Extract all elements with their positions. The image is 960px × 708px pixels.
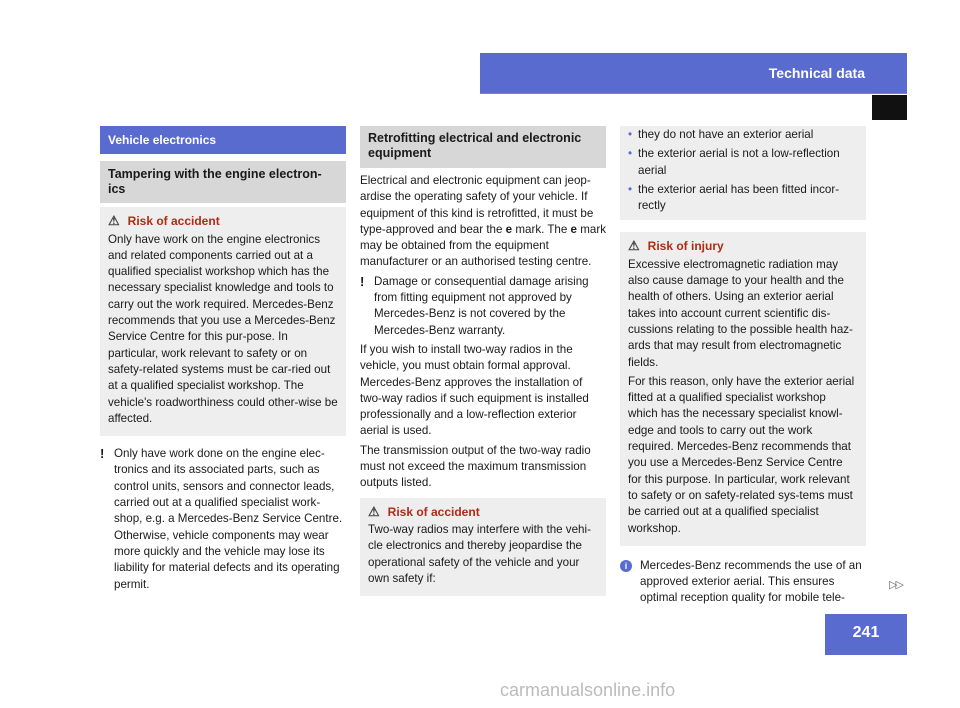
warning-heading xyxy=(628,238,858,254)
subheading: Retrofitting electrical and electronic equipment xyxy=(360,126,606,168)
warning-triangle-icon: ⚠ xyxy=(628,238,640,254)
info-text: Mercedes-Benz recommends the use of an approved exterior aerial. This ensures optimal reception quality for mobile tele- xyxy=(640,558,862,605)
watermark: carmanualsonline.info xyxy=(500,680,676,700)
warning-triangle-icon: ⚠ xyxy=(368,503,380,519)
bullet-icon: • xyxy=(628,128,633,141)
page-number: 241 xyxy=(852,624,880,641)
bullet-icon: • xyxy=(628,147,633,161)
warning-text: For this reason, only have the exterior aerial fitted at a qualified specialist workshop which has the necessary specialist knowl-edge and tools to carry out the work required. Mercedes-Benz recommends that you use a Mercedes-Benz Service Centre for this purpose. In particular, work relevant to safety or on safety-related sys-tems must be carried out at a qualified specialist workshop. xyxy=(628,374,855,535)
list-item: • they do not have an exterior aerial xyxy=(628,127,858,143)
warning-title: Risk of injury xyxy=(647,239,724,254)
bullet-list-box xyxy=(620,126,866,220)
note xyxy=(100,446,346,593)
warning-title: Risk of accident xyxy=(387,504,480,519)
paragraph: If you wish to install two-way radios in the vehicle, you must obtain formal approval. Mercedes-Benz approves the installation of two-way radios if such equipment is installed professionally and a low-reflection exterior aerial is used. xyxy=(360,342,589,438)
column-2 xyxy=(360,126,606,596)
paragraph: Electrical and electronic equipment can jeop-ardise the operating safety of your vehicle. If equipment of this kind is retrofitted, it must be type-approved and bear the e mark. The e mark may be obtained from the equipment manufacturer or an authorised testing centre. xyxy=(360,174,606,269)
note xyxy=(360,274,606,339)
list-item: • the exterior aerial is not a low-reflection aerial xyxy=(628,146,858,179)
paragraph: The transmission output of the two-way radio must not exceed the maximum transmission outputs listed. xyxy=(360,443,591,490)
info-note xyxy=(620,558,866,607)
warning-heading xyxy=(108,213,338,229)
page-number-box xyxy=(825,614,907,655)
warning-heading xyxy=(368,504,598,520)
chapter-tab xyxy=(480,53,907,93)
chapter-tab-label: Technical data xyxy=(768,65,865,81)
column-3 xyxy=(620,126,866,607)
warning-text: Two-way radios may interfere with the vehi-cle electronics and thereby jeopardise the operational safety of the vehicle and your own safety if: xyxy=(368,522,591,585)
continue-arrow-icon: ▷▷ xyxy=(889,579,902,591)
section-marker xyxy=(872,95,907,120)
exclamation-icon: ! xyxy=(360,273,365,289)
section-bar: Vehicle electronics xyxy=(100,126,346,154)
warning-triangle-icon: ⚠ xyxy=(108,213,120,229)
warning-box xyxy=(620,232,866,545)
bullet-icon: • xyxy=(628,182,633,196)
exclamation-icon: ! xyxy=(100,446,105,462)
column-1 xyxy=(100,126,346,593)
section-header xyxy=(480,94,907,120)
warning-text: Only have work on the engine electronics and related components carried out at a qualified specialist workshop which has the necessary specialist knowledge and tools to carry out the work required. Mercedes-Benz recommends that you use a Mercedes-Benz Service Centre for this pur-pose. In particular, work relevant to safety or on safety-related systems must be car-ried out at a qualified specialist workshop. The vehicle's roadworthiness could other-wise be affected. xyxy=(108,232,338,425)
note-text: Damage or consequential damage arising from fitting equipment not approved by Mercedes-Benz is not covered by the Mercedes-Benz warranty. xyxy=(374,274,589,337)
warning-box xyxy=(100,207,346,436)
warning-box xyxy=(360,498,606,596)
warning-text: Excessive electromagnetic radiation may also cause damage to your health and the health of others. Using an exterior aerial takes into account current scientific dis-cussions relating to the possible health haz-ards that may result from electromagnetic fields. xyxy=(628,257,853,369)
list-item: • the exterior aerial has been fitted incor-rectly xyxy=(628,182,858,215)
subheading: Tampering with the engine electron-ics xyxy=(100,161,346,203)
note-text: Only have work done on the engine elec-tronics and its associated parts, such as control units, sensors and connector leads, carried out at a qualified specialist work-shop, e.g. a Mercedes-Benz Service Centre. Otherwise, vehicle components may wear more quickly and the vehicle may lose its liability for material defects and its operating permit. xyxy=(114,447,343,591)
warning-title: Risk of accident xyxy=(127,214,220,229)
info-icon: i xyxy=(620,560,632,572)
